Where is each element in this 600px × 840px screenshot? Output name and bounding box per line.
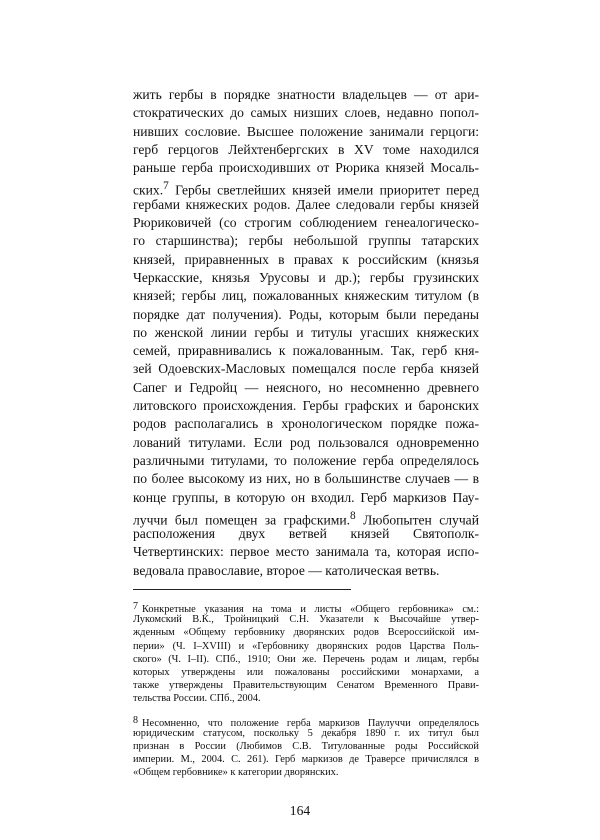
text-line: по более высокому из них, но в большинстве случаев — в [133,471,479,487]
footnote-line: которых утверждены или пожалованы российскими монархами, а [133,666,479,678]
text-line: ведовала православие, второе — католическая ветвь. [133,562,440,578]
footnote-line: также утверждены Правительствующим Сенатом Временного Прави- [133,680,479,692]
text-line: различными титулами, то положение герба определялось [133,452,479,468]
footnote-reference[interactable]: 7 [163,180,169,193]
footnote-line: империи. М., 2004. С. 261). Герб маркизов де Траверсе причислялся в [133,754,479,766]
footnote [133,714,479,780]
text-line: луччи был помещен за графскими.$^8$ Любопытен случай [133,509,479,528]
footnote-line: признан в России (Любимов С.В. Титулованные роды Российской [133,740,479,752]
footnote-line: 8 Несомненно, что положение герба маркизов Паулуччи определялось [133,714,479,729]
footnote-number: 7 [133,601,138,612]
text-line: по женской линии гербы и титулы угасших княжеских [133,324,479,340]
text-line: Черкасские, князья Урусовы и др.); гербы грузинских [133,269,479,285]
text-line: ских.$^7$ Гербы светлейших князей имели приоритет перед [133,180,479,199]
footnote-number: 8 [133,714,138,726]
footnotes-block [133,600,479,787]
footnote-reference[interactable]: 8 [350,509,356,522]
text-line: конце группы, в которую он входил. Герб маркизов Пау- [133,489,479,505]
text-line: раньше герба происходивших от Рюрика князей Мосаль- [133,160,479,176]
text-line: Рюриковичей (со строгим соблюдением генеалогическо- [133,215,479,231]
footnote-line: Лукомский В.К., Тройницкий С.Н. Указатели к Высочайше утвер- [133,614,479,626]
text-line: го старшинства); гербы небольшой группы татарских [133,233,479,249]
text-line: князей; гербы лиц, пожалованных княжеским титулом (в [133,288,479,304]
text-line: герб герцогов Лейхтенбергских в XV томе находился [133,141,479,157]
footnote-line: «Общем гербовнике» к категории дворянских. [133,767,339,779]
text-line: расположения двух ветвей князей Святополк- [133,526,479,542]
text-line: зей Одоевских-Масловых помещался после герба князей [133,361,479,377]
text-line: стократических до самых низших слоев, недавно попол- [133,105,479,121]
footnote-separator [133,589,351,590]
main-text-block [133,86,479,580]
text-line: нивших сословие. Высшее положение занимали герцоги: [133,123,479,139]
footnote-line: ского» (Ч. I–II). СПб., 1910; Они же. Перечень родам и лицам, гербы [133,653,479,665]
text-line: Четвертинских: первое место занимала та, которая испо- [133,544,479,560]
text-line: порядке дат получения). Роды, которым были переданы [133,306,479,322]
text-line: семей, приравнивались к пожалованным. Так, герб кня- [133,343,479,359]
footnote-line: перии» (Ч. I–XVIII) и «Гербовнику дворянских родов Царства Поль- [133,640,479,652]
footnote [133,600,479,706]
footnote-line: жденным «Общему гербовнику дворянских родов Всероссийской им- [133,627,479,639]
text-line: лований титулами. Если род пользовался одновременно [133,434,479,450]
text-line: литовского происхождения. Гербы графских и баронских [133,398,479,414]
footnote-line: тельства России. СПб., 2004. [133,693,261,705]
text-line: Сапег и Гедройц — неясного, но несомненно древнего [133,379,479,395]
text-line: гербами княжеских родов. Далее следовали гербы князей [133,196,479,212]
text-line: князей, приравненных в правах к российским (князья [133,251,479,267]
text-line: жить гербы в порядке знатности владельцев — от ари- [133,87,479,102]
page-number: 164 [289,803,311,818]
text-line: родов располагались в хронологическом порядке пожа- [133,416,479,432]
footnote-line: 7 Конкретные указания на тома и листы «Общего гербовника» см.: [133,601,479,615]
footnote-line: юридическим статусом, поскольку 5 декабря 1890 г. их титул был [133,727,479,739]
